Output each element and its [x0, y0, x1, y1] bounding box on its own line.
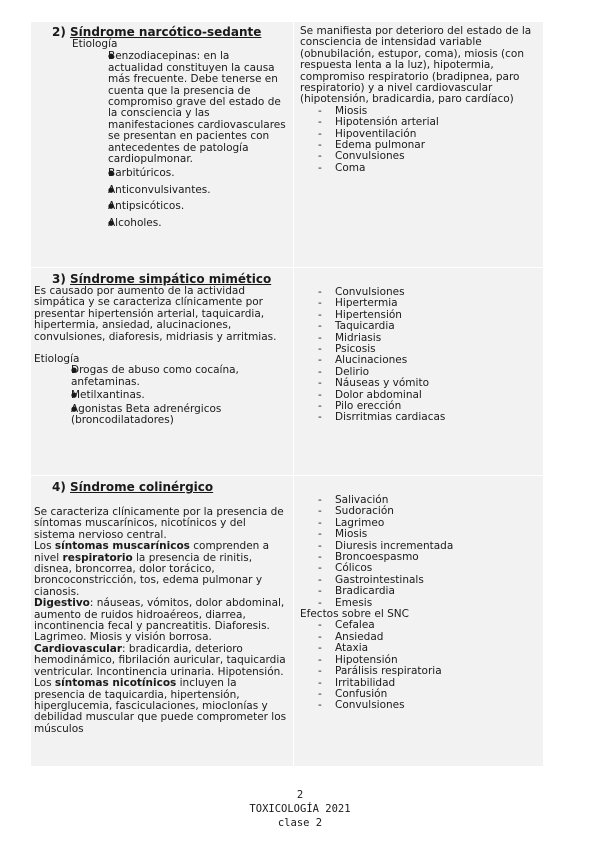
list-item: - Diuresis incrementada: [300, 541, 541, 552]
section-title-text: Síndrome narcótico-sedante: [70, 25, 262, 39]
list-item: ● Benzodiacepinas: en la actualidad constituyen la causa más frecuente. Debe tenerse en cuenta que la presencia de compromiso grave del estado de la consciencia y las manifestaciones cardiovasculares se presentan en pacientes con antecedentes de patología cardiopulmonar.: [34, 51, 293, 166]
signs-list: [300, 287, 541, 424]
list-item: - Coma: [300, 163, 541, 174]
cell-narcotic-left: [31, 22, 294, 268]
list-item: - Cólicos: [300, 563, 541, 574]
list-item: - Midriasis: [300, 333, 541, 344]
signs-list: [300, 106, 541, 174]
class-label: clase 2: [277, 817, 323, 829]
list-item: - Ansiedad: [300, 632, 541, 643]
section-title-text: Síndrome colinérgico: [70, 480, 214, 494]
page-number: 2: [296, 789, 304, 801]
text-run: Los: [34, 677, 55, 690]
bold-term: respiratorio: [62, 551, 133, 564]
list-item: - Taquicardia: [300, 321, 541, 332]
cell-sympathomimetic-left: [31, 268, 294, 476]
text-run: : náuseas, vómitos, dolor abdominal, aumento de ruidos hidroaéreos, diarrea, incontinencia fecal y pancreatitis. Diaforesis. Lagrimeo. Miosis y visión borrosa.: [34, 597, 285, 644]
text-run: la presencia de rinitis, disnea, broncorrea, dolor torácico, broncoconstricción, tos, edema pulmonar y cianosis.: [34, 551, 263, 598]
section-description: Se caracteriza clínicamente por la presencia de síntomas muscarínicos, nicotínicos y del sistema nervioso central.: [34, 506, 284, 541]
etiology-list: [34, 51, 293, 229]
list-item: - Psicosis: [300, 344, 541, 355]
text-run: : bradicardia, deterioro hemodinámico, fibrilación auricular, taquicardia ventricular. Incontinencia urinaria. Hipotensión.: [34, 642, 286, 678]
bold-term: Cardiovascular: [34, 642, 123, 655]
bold-term: Digestivo: [34, 597, 90, 610]
list-item: - Salivación: [300, 495, 541, 506]
page-footer: [0, 788, 600, 830]
row-cholinergic: [31, 476, 543, 767]
row-narcotic-sedative: [31, 22, 543, 268]
list-item: - Ataxia: [300, 643, 541, 654]
section-number: 2): [52, 25, 66, 39]
list-item: - Convulsiones: [300, 287, 541, 298]
section-title-cholinergic: [34, 480, 293, 494]
cell-cholinergic-left: [31, 476, 294, 767]
list-item: ● Anticonvulsivantes.: [34, 185, 293, 196]
list-item: - Convulsiones: [300, 700, 541, 711]
list-item: - Gastrointestinals: [300, 575, 541, 586]
clinical-description: Se manifiesta por deterioro del estado de la consciencia de intensidad variable (obnubilación, estupor, coma), miosis (con respuesta lenta a la luz), hipotermia, compromiso respiratorio (bradipnea, paro respiratorio) y a nivel cardiovascular (hipotensión, bradicardia, paro cardíaco): [300, 25, 532, 106]
list-item: ● Barbitúricos.: [34, 168, 293, 179]
bold-term: síntomas nicotínicos: [54, 677, 177, 690]
list-item: - Pilo erección: [300, 401, 541, 412]
list-item: - Hipotensión arterial: [300, 117, 541, 128]
list-item: - Broncoespasmo: [300, 552, 541, 563]
digestive-paragraph: [34, 598, 287, 644]
section-description: Es causado por aumento de la actividad simpática y se caracteriza clínicamente por presentar hipertensión arterial, taquicardia, hipertermia, ansiedad, alucinaciones, convulsiones, diaforesis, midriasis y arritmias.: [34, 285, 277, 343]
list-item: - Hipertensión: [300, 310, 541, 321]
list-item: ● Agonistas Beta adrenérgicos (broncodilatadores): [34, 404, 293, 427]
section-number: 4): [52, 480, 66, 494]
list-item: - Edema pulmonar: [300, 140, 541, 151]
list-item: - Bradicardia: [300, 586, 541, 597]
list-item: ● Alcoholes.: [34, 218, 293, 229]
nicotinic-paragraph: [34, 678, 287, 735]
list-item: - Dolor abdominal: [300, 390, 541, 401]
list-item: - Irritabilidad: [300, 678, 541, 689]
cell-cholinergic-right: [294, 476, 544, 767]
list-item: - Náuseas y vómito: [300, 378, 541, 389]
list-item: - Cefalea: [300, 620, 541, 631]
bold-term: síntomas muscarínicos: [54, 540, 190, 553]
list-item: - Hipoventilación: [300, 129, 541, 140]
section-number: 3): [52, 272, 66, 286]
text-run: comprenden a nivel: [34, 540, 270, 564]
list-item: ● Metilxantinas.: [34, 390, 293, 401]
section-title-sympathomimetic: [34, 272, 293, 286]
section-title-narcotic: [34, 25, 293, 39]
document-sheet: [31, 22, 543, 767]
list-item: ● Antipsicóticos.: [34, 201, 293, 212]
syndrome-table: [31, 22, 543, 767]
muscarinic-paragraph: [34, 541, 287, 598]
cell-sympathomimetic-right: [294, 268, 544, 476]
snc-effects-label: Efectos sobre el SNC: [300, 608, 409, 621]
etiology-label: Etiología: [72, 38, 118, 50]
cardiovascular-paragraph: [34, 644, 287, 678]
list-item: - Convulsiones: [300, 151, 541, 162]
cell-narcotic-right: [294, 22, 544, 268]
list-item: - Miosis: [300, 529, 541, 540]
course-title: TOXICOLOGÍA 2021: [249, 803, 351, 815]
text-run: Los: [34, 540, 55, 553]
signs-list: [300, 495, 541, 609]
etiology-label: Etiología: [34, 353, 80, 366]
etiology-list: [34, 365, 293, 426]
section-title-text: Síndrome simpático mimético: [70, 272, 272, 286]
list-item: - Emesis: [300, 598, 541, 609]
list-item: - Hipotensión: [300, 655, 541, 666]
list-item: - Delirio: [300, 367, 541, 378]
text-run: incluyen la presencia de taquicardia, hipertensión, hiperglucemia, fasciculaciones, mioclonías y debilidad muscular que puede comprometer los músculos: [34, 677, 287, 735]
list-item: - Alucinaciones: [300, 355, 541, 366]
list-item: - Lagrimeo: [300, 518, 541, 529]
list-item: ● Drogas de abuso como cocaína, anfetaminas.: [34, 365, 293, 388]
list-item: - Confusión: [300, 689, 541, 700]
list-item: - Parálisis respiratoria: [300, 666, 541, 677]
list-item: - Hipertermia: [300, 298, 541, 309]
list-item: - Disrritmias cardiacas: [300, 412, 541, 423]
snc-signs-list: [300, 620, 541, 711]
list-item: - Sudoración: [300, 506, 541, 517]
row-sympathomimetic: [31, 268, 543, 476]
list-item: - Miosis: [300, 106, 541, 117]
